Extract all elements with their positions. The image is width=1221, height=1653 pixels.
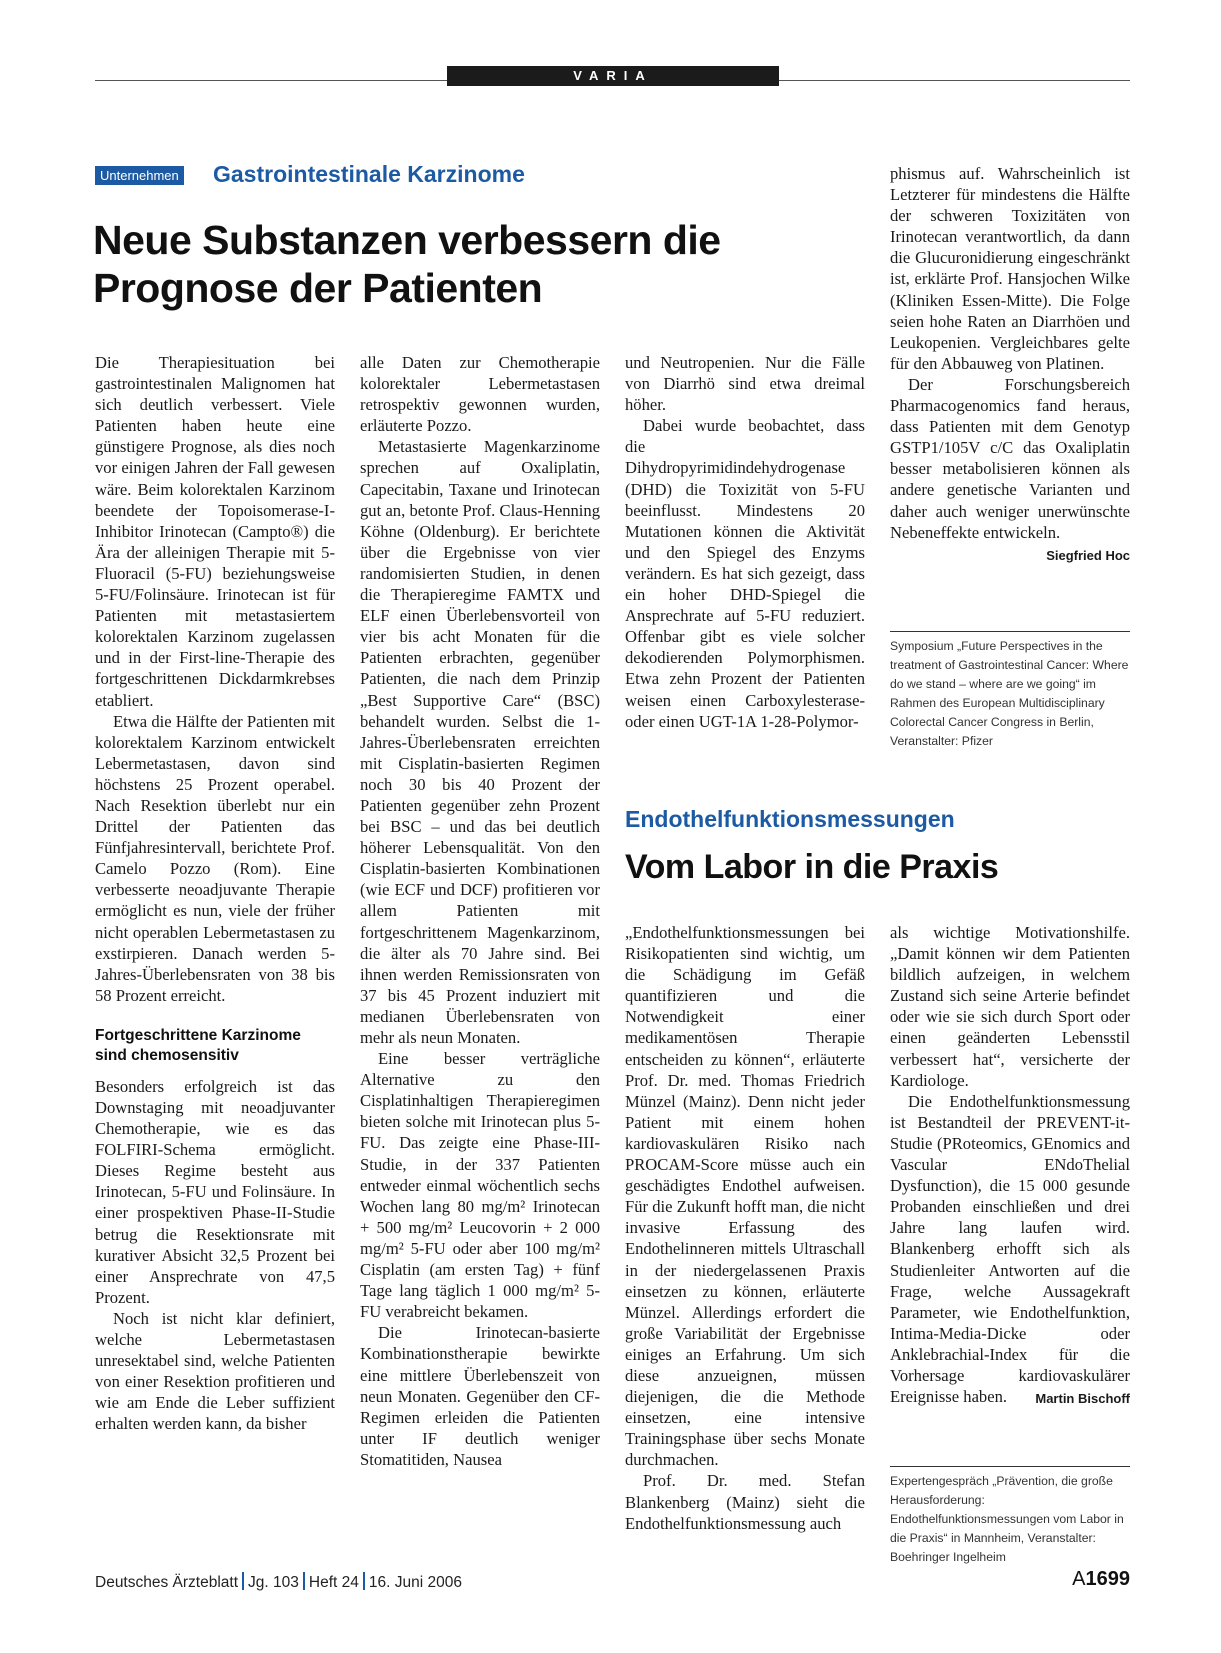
paragraph: „Endothelfunktionsmessungen bei Risikopatienten sind wichtig, um die Schädigung im Gefäß quantifizieren und die Notwendigkeit einer medikamentösen Therapie entscheiden zu können“, erläuterte Prof. Dr. med. Thomas Friedrich Münzel (Mainz). Denn nicht jeder Patient mit einem hohen kardiovaskulären Risiko nach PROCAM-Score müsse auch ein geschädigtes Endothel aufweisen. Für die Zukunft hofft man, die nicht invasive Erfassung des Endothelinneren mittels Ultraschall in der niedergelassenen Praxis einsetzen zu können, erläuterte Münzel. Allerdings erfordert die große Variabilität der Ergebnisse einiges an Erfahrung. Um sich diese anzueignen, müssen diejenigen, die die Methode einsetzen, eine intensive Trainingsphase über sechs Monate durchmachen. (625, 923, 865, 1470)
paragraph: Die Irinotecan-basierte Kombinationstherapie bewirkte eine mittlere Überlebenszeit von neun Monaten. Gegenüber den CF-Regimen erleiden die Patienten unter IF deutlich weniger Stomatitiden, Nausea (360, 1323, 600, 1469)
article1-column-2 (360, 352, 600, 1470)
journal-name: Deutsches Ärzteblatt (95, 1574, 239, 1591)
headline-line-1: Neue Substanzen verbessern die (93, 217, 721, 263)
paragraph: Dabei wurde beobachtet, dass die Dihydropyrimidindehydrogenase (DHD) die Toxizität von 5-FU beeinflusst. Mindestens 20 Mutationen können die Aktivität und den Spiegel des Enzyms verändern. Es hat sich gezeigt, dass ein hoher DHD-Spiegel die Ansprechrate auf 5-FU reduziert. Offenbar gibt es viele solcher dekodierenden Polymorphismen. Etwa zehn Prozent der Patienten weisen einen Carboxylesterase- oder einen UGT-1A 1-28-Polymor- (625, 416, 865, 731)
paragraph-text: Der Forschungsbereich Pharmacogenomics fand heraus, dass Patienten mit dem Genotyp GSTP1/105V c/C das Oxaliplatin besser metabolisieren können als andere genetische Varianten und daher auch weniger unerwünschte Nebeneffekte entwickeln. (890, 374, 1130, 542)
article2-column-2 (890, 922, 1130, 1409)
paragraph-text: Die Endothelfunktionsmessung ist Bestandteil der PREVENT-it-Studie (PRoteomics, GEnomics and Vascular ENdoThelial Dysfunction), die 15 000 gesunde Probanden einschließen und drei Jahre lang laufen wird. Blankenberg erhofft sich als Studienleiter Antworten auf die Frage, welche Aussagekraft Parameter, wie Endothelfunktion, Intima-Media-Dicke oder Anklebrachial-Index für die Vorhersage kardiovaskulärer Ereignisse haben. (890, 1091, 1130, 1407)
category-badge: Unternehmen (95, 166, 184, 185)
journal-volume: Jg. 103 (248, 1574, 299, 1591)
paragraph: Metastasierte Magenkarzinome sprechen auf Oxaliplatin, Capecitabin, Taxane und Irinotecan gut an, betonte Prof. Claus-Henning Köhne (Oldenburg). Er berichtete über die Ergebnisse von vier randomisierten Studien, in denen die Therapieregime FAMTX und ELF einen Überlebensvorteil von vier bis acht Monaten für die Patienten erbrachten, gegenüber Patienten, die nach dem Prinzip „Best Supportive Care“ (BSC) behandelt wurden. Selbst die 1-Jahres-Überlebensraten erreichten mit Cisplatin-basierten Regimen noch 30 bis 40 Prozent der Patienten gegenüber zehn Prozent bei BSC – und das bei deutlich höherer Lebensqualität. Von den Cisplatin-basierten Kombinationen (wie ECF und DCF) profitieren vor allem Patienten mit fortgeschrittenem Magenkarzinom, die älter als 70 Jahre sind. Bei ihnen werden Remissionsraten von 37 bis 45 Prozent induziert mit medianen Überlebensraten von mehr als neun Monaten. (360, 437, 600, 1047)
subheading: Fortgeschrittene Karzinome sind chemosensitiv (95, 1026, 301, 1064)
page-prefix: A (1072, 1568, 1086, 1590)
paragraph: Besonders erfolgreich ist das Downstaging mit neoadjuvanter Chemotherapie, wie es das FOLFIRI-Schema ermöglicht. Dieses Regime besteht aus Irinotecan, 5-FU und Folinsäure. In einer prospektiven Phase-II-Studie betrug die Resektionsrate mit kurativer Absicht 32,5 Prozent bei einer Ansprechrate von 47,5 Prozent. (95, 1076, 335, 1307)
page-number-value: 1699 (1085, 1568, 1130, 1590)
section-label: VARIA (447, 66, 779, 86)
author-byline: Martin Bischoff (1035, 1391, 1130, 1407)
paragraph: Noch ist nicht klar definiert, welche Lebermetastasen unresektabel sind, welche Patienten von einer Resektion profitieren und wie am Ende die Leber suffizient erhalten werden kann, da bisher (95, 1308, 335, 1434)
article2-column-1 (625, 922, 865, 1534)
paragraph: und Neutropenien. Nur die Fälle von Diarrhö sind etwa dreimal höher. (625, 353, 865, 415)
paragraph (890, 374, 1130, 563)
footer-citation (95, 1572, 462, 1592)
event-note: Symposium „Future Perspectives in the treatment of Gastrointestinal Cancer: Where do we stand – where are we going“ im Rahmen des European Multidisciplinary Colorectal Cancer Congress in Berlin, Veranstalter: Pfizer (890, 631, 1130, 751)
paragraph: Prof. Dr. med. Stefan Blankenberg (Mainz) sieht die Endothelfunktionsmessung auch (625, 1471, 865, 1533)
article1-column-1 (95, 352, 335, 1435)
footer-separator (303, 1572, 305, 1590)
footer-separator (242, 1572, 244, 1590)
paragraph: Eine besser verträgliche Alternative zu den Cisplatinhaltigen Therapieregimen bieten solche mit Irinotecan plus 5-FU. Das zeigte eine Phase-III-Studie, in der 337 Patienten entweder einmal wöchentlich sechs Wochen lang 80 mg/m² Irinotecan + 500 mg/m² Leucovorin + 2 000 mg/m² 5-FU oder aber 100 mg/m² Cisplatin (am ersten Tag) + fünf Tage lang täglich 1 000 mg/m² 5-FU verabreicht bekamen. (360, 1049, 600, 1322)
journal-issue: Heft 24 (308, 1574, 359, 1591)
article2-headline: Vom Labor in die Praxis (625, 848, 999, 886)
article1-kicker: Gastrointestinale Karzinome (213, 161, 525, 187)
article1-headline (93, 216, 721, 312)
paragraph: Etwa die Hälfte der Patienten mit kolorektalem Karzinom entwickelt Lebermetastasen, davon sind höchstens 25 Prozent operabel. Nach Resektion überlebt nur ein Drittel der Patienten das Fünfjahresintervall, berichtete Prof. Camelo Pozzo (Rom). Eine verbesserte neoadjuvante Therapie ermöglicht es nun, viele der früher nicht operablen Lebermetastasen zu exstirpieren. Danach werden 5-Jahres-Überlebensraten von 38 bis 58 Prozent erreicht. (95, 711, 335, 1005)
paragraph: als wichtige Motivationshilfe. „Damit können wir dem Patienten bildlich aufzeigen, in welchem Zustand sich seine Arterie befindet oder wie sie sich durch Sport oder einen geänderten Lebensstil verbessert hat“, versicherte der Kardiologe. (890, 923, 1130, 1090)
page-number (1072, 1568, 1130, 1591)
issue-date: 16. Juni 2006 (368, 1574, 462, 1591)
article1-column-4 (890, 163, 1130, 566)
headline-line-2: Prognose der Patienten (93, 265, 543, 311)
article2-kicker: Endothelfunktionsmessungen (625, 806, 955, 832)
author-byline: Siegfried Hoc (1046, 547, 1130, 563)
article1-column-3 (625, 352, 865, 732)
paragraph: Die Therapiesituation bei gastrointestinalen Malignomen hat sich deutlich verbessert. Viele Patienten haben heute eine günstigere Prognose, als dies noch vor einigen Jahren der Fall gewesen wäre. Beim kolorektalen Karzinom beendete der Topoisomerase-I-Inhibitor Irinotecan (Campto®) die Ära der alleinigen Therapie mit 5-Fluoracil (5-FU) beziehungsweise 5-FU/Folinsäure. Irinotecan ist für Patienten mit metastasiertem kolorektalen Karzinom zugelassen und in der First-line-Therapie des fortgeschrittenen Dickdarmkrebses etabliert. (95, 353, 335, 710)
event-note: Expertengespräch „Prävention, die große Herausforderung: Endothelfunktionsmessungen vom Labor in die Praxis“ in Mannheim, Veranstalter: Boehringer Ingelheim (890, 1466, 1130, 1567)
paragraph: phismus auf. Wahrscheinlich ist Letzterer für mindestens die Hälfte der schweren Toxizitäten von Irinotecan verantwortlich, da dann die Glucuronidierung eingeschränkt ist, erklärte Prof. Hansjochen Wilke (Kliniken Essen-Mitte). Die Folge seien hohe Raten an Diarrhöen und Leukopenien. Vergleichbares gelte für den Abbauweg von Platinen. (890, 164, 1130, 373)
paragraph: alle Daten zur Chemotherapie kolorektaler Lebermetastasen retrospektiv gewonnen wurden, erläuterte Pozzo. (360, 353, 600, 436)
paragraph (890, 1091, 1130, 1407)
footer-separator (363, 1572, 365, 1590)
